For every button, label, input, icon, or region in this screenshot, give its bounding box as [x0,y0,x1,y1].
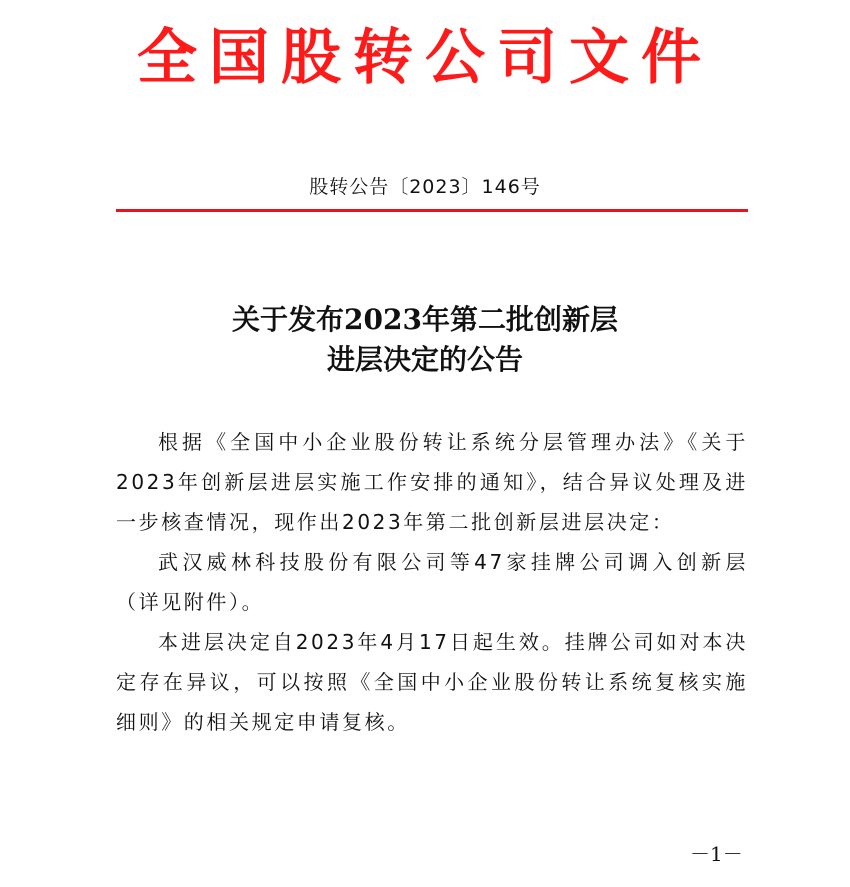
title-line-1: 关于发布2023年第二批创新层 [232,303,618,336]
document-number: 股转公告〔2023〕146号 [309,176,541,198]
announcement-title [0,300,850,380]
red-divider [116,209,748,212]
paragraph-companies: 武汉威林科技股份有限公司等47家挂牌公司调入创新层（详见附件）。 [116,550,748,614]
masthead-title: 全国股转公司文件 [137,23,713,93]
title-line-2: 进层决定的公告 [326,343,523,376]
page-number: －1－ [690,842,743,866]
paragraph-basis: 根据《全国中小企业股份转让系统分层管理办法》《关于2023年创新层进层实施工作安排的通知》，结合异议处理及进一步核查情况，现作出2023年第二批创新层进层决定： [116,430,748,534]
announcement-body [116,422,748,742]
paragraph-effective-date: 本进层决定自2023年4月17日起生效。挂牌公司如对本决定存在异议，可以按照《全国中小企业股份转让系统复核实施细则》的相关规定申请复核。 [116,630,748,734]
